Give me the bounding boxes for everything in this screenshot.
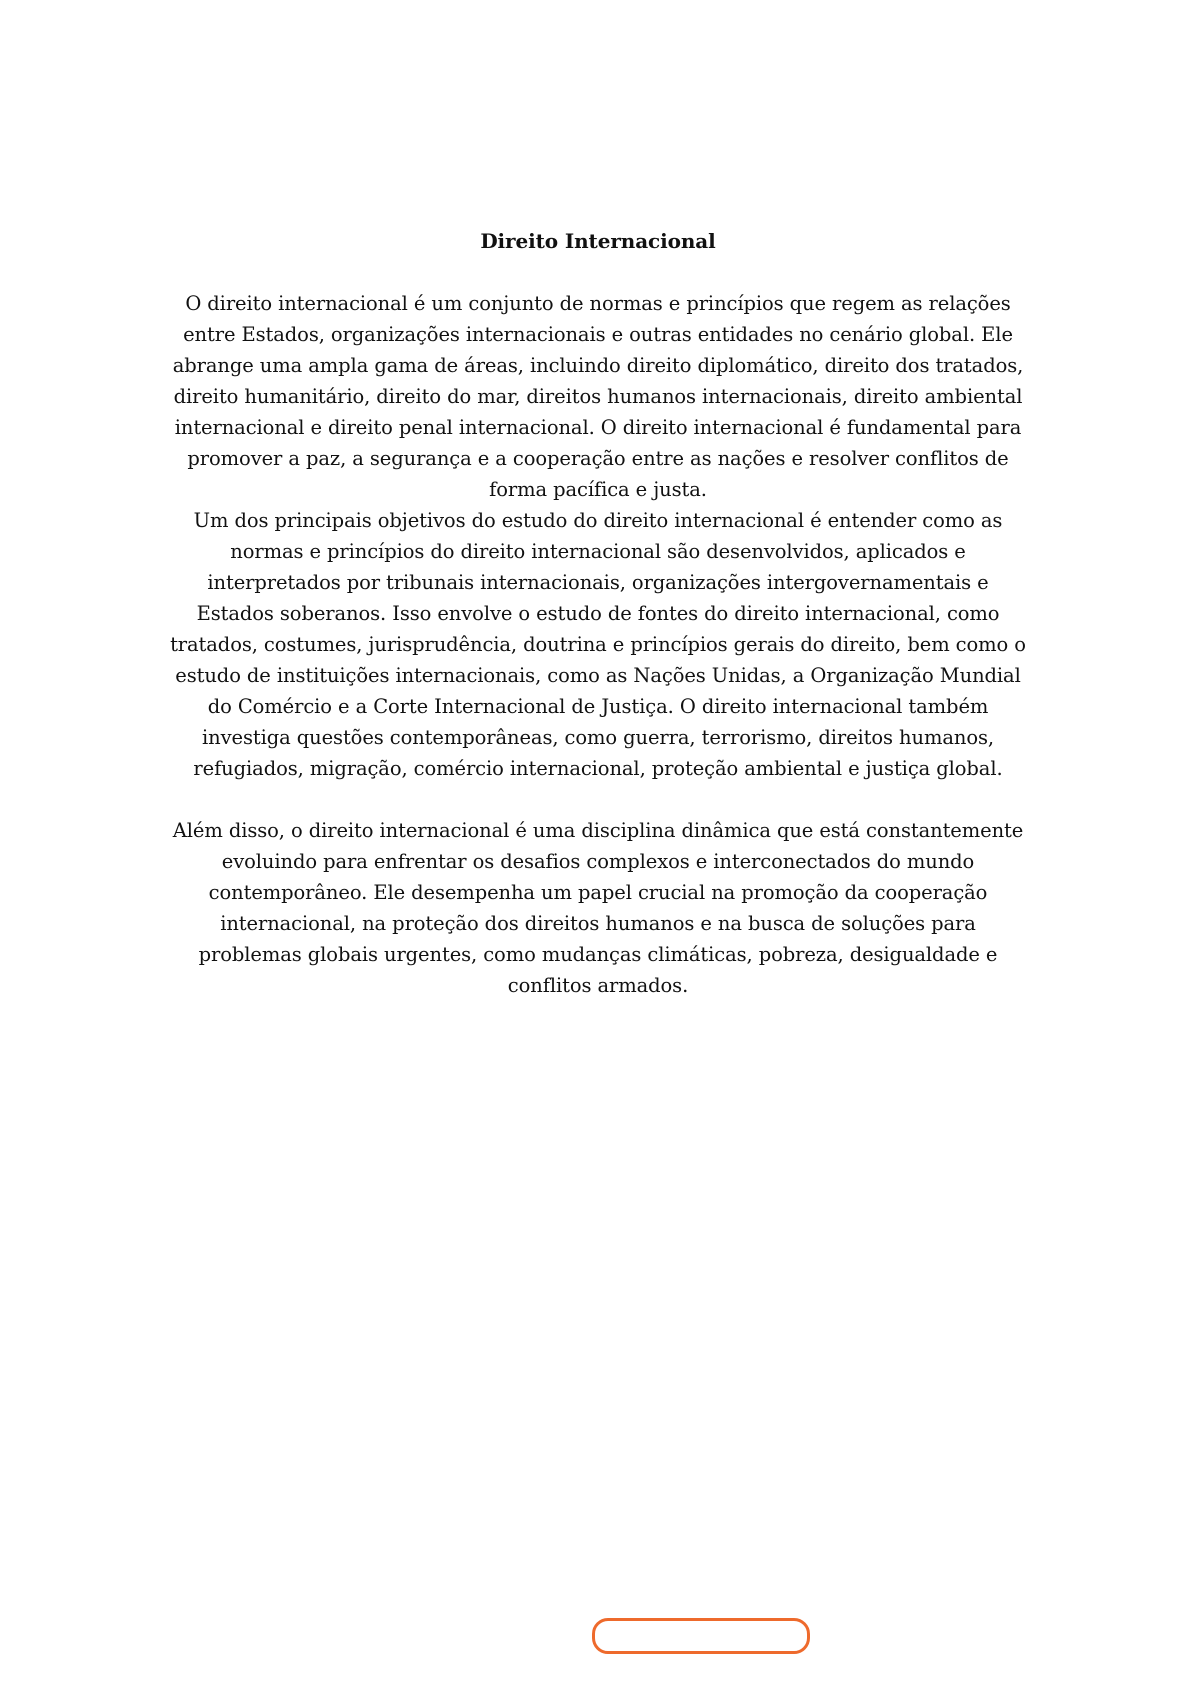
document-title: Direito Internacional xyxy=(480,229,716,253)
paragraph-3: Além disso, o direito internacional é uma disciplina dinâmica que está constantemente evoluindo para enfrentar os desafios complexos e interconectados do mundo contemporâneo. Ele desempenha um papel crucial na promoção da cooperação internacional, na proteção dos direitos humanos e na busca de soluções para problemas globais urgentes, como mudanças climáticas, pobreza, desigualdade e conflitos armados. xyxy=(172,819,1024,997)
paragraph-spacer xyxy=(168,784,1028,815)
document-body xyxy=(168,226,1028,1001)
paragraph-2: Um dos principais objetivos do estudo do direito internacional é entender como as normas e princípios do direito internacional são desenvolvidos, aplicados e interpretados por tribunais internacionais, organizações intergovernamentais e Estados soberanos. Isso envolve o estudo de fontes do direito internacional, como tratados, costumes, jurisprudência, doutrina e princípios gerais do direito, bem como o estudo de instituições internacionais, como as Nações Unidas, a Organização Mundial do Comércio e a Corte Internacional de Justiça. O direito internacional também investiga questões contemporâneas, como guerra, terrorismo, direitos humanos, refugiados, migração, comércio internacional, proteção ambiental e justiça global. xyxy=(170,509,1026,780)
paragraph-1: O direito internacional é um conjunto de normas e princípios que regem as relações entre Estados, organizações internacionais e outras entidades no cenário global. Ele abrange uma ampla gama de áreas, incluindo direito diplomático, direito dos tratados, direito humanitário, direito do mar, direitos humanos internacionais, direito ambiental internacional e direito penal internacional. O direito internacional é fundamental para promover a paz, a segurança e a cooperação entre as nações e resolver conflitos de forma pacífica e justa. xyxy=(172,292,1024,501)
orange-pill-frame xyxy=(592,1618,810,1654)
